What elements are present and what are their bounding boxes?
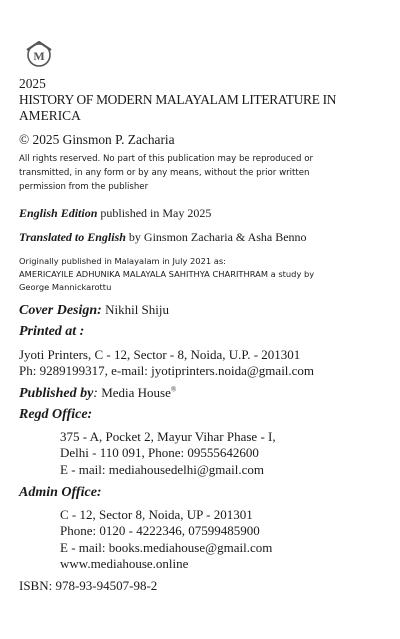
publisher-name: Media House xyxy=(97,385,171,400)
regd-line2: Delhi - 110 091, Phone: 09555642600 xyxy=(60,445,259,460)
media-house-logo-icon xyxy=(24,38,54,68)
original-line3: George Mannickarottu xyxy=(19,282,112,292)
isbn: ISBN: 978-93-94507-98-2 xyxy=(19,578,158,593)
published-colon: : xyxy=(93,386,98,401)
regd-line3: E - mail: mediahousedelhi@gmail.com xyxy=(60,462,265,477)
admin-line4: www.mediahouse.online xyxy=(60,556,189,571)
printed-at-heading: Printed at : xyxy=(19,324,85,339)
printer-line2: Ph: 9289199317, e-mail: jyotiprinters.noida@gmail.com xyxy=(19,363,315,378)
published-label: Published by xyxy=(19,386,94,401)
cover-label: Cover Design: xyxy=(19,303,102,318)
admin-line2: Phone: 0120 - 4222346, 07599485900 xyxy=(60,523,260,538)
regd-office-heading: Regd Office: xyxy=(19,407,93,422)
translated-text: by Ginsmon Zacharia & Asha Benno xyxy=(125,230,307,244)
edition-text: published in May 2025 xyxy=(97,206,212,220)
edition-label: English Edition xyxy=(19,206,98,220)
book-title-line1: HISTORY OF MODERN MALAYALAM LITERATURE IN xyxy=(19,92,337,107)
translation-statement xyxy=(19,229,307,245)
copyright-notice: © 2025 Ginsmon P. Zacharia xyxy=(19,132,175,147)
publisher-statement xyxy=(19,385,176,402)
admin-line1: C - 12, Sector 8, Noida, UP - 201301 xyxy=(60,507,253,522)
admin-line3: E - mail: books.mediahouse@gmail.com xyxy=(60,540,273,555)
rights-line3: permission from the publisher xyxy=(19,182,149,192)
translated-label: Translated to English xyxy=(19,230,126,244)
printer-line1: Jyoti Printers, C - 12, Sector - 8, Noida, U.P. - 201301 xyxy=(19,347,301,362)
original-line2: AMERICAYILE ADHUNIKA MALAYALA SAHITHYA CHARITHRAM a study by xyxy=(19,269,315,279)
original-line1: Originally published in Malayalam in July 2021 as: xyxy=(19,256,226,266)
admin-office-heading: Admin Office: xyxy=(19,485,102,500)
svg-text:M: M xyxy=(33,49,45,63)
publication-year: 2025 xyxy=(19,76,46,91)
regd-line1: 375 - A, Pocket 2, Mayur Vihar Phase - I, xyxy=(60,429,276,444)
edition-statement xyxy=(19,205,211,221)
rights-line2: transmitted, in any form or by any means, without the prior written xyxy=(19,168,310,178)
registered-mark: ® xyxy=(170,385,177,394)
rights-line1: All rights reserved. No part of this publication may be reproduced or xyxy=(19,154,314,164)
cover-design-statement xyxy=(19,302,169,319)
book-title-line2: AMERICA xyxy=(19,108,81,123)
cover-text: Nikhil Shiju xyxy=(101,302,170,317)
